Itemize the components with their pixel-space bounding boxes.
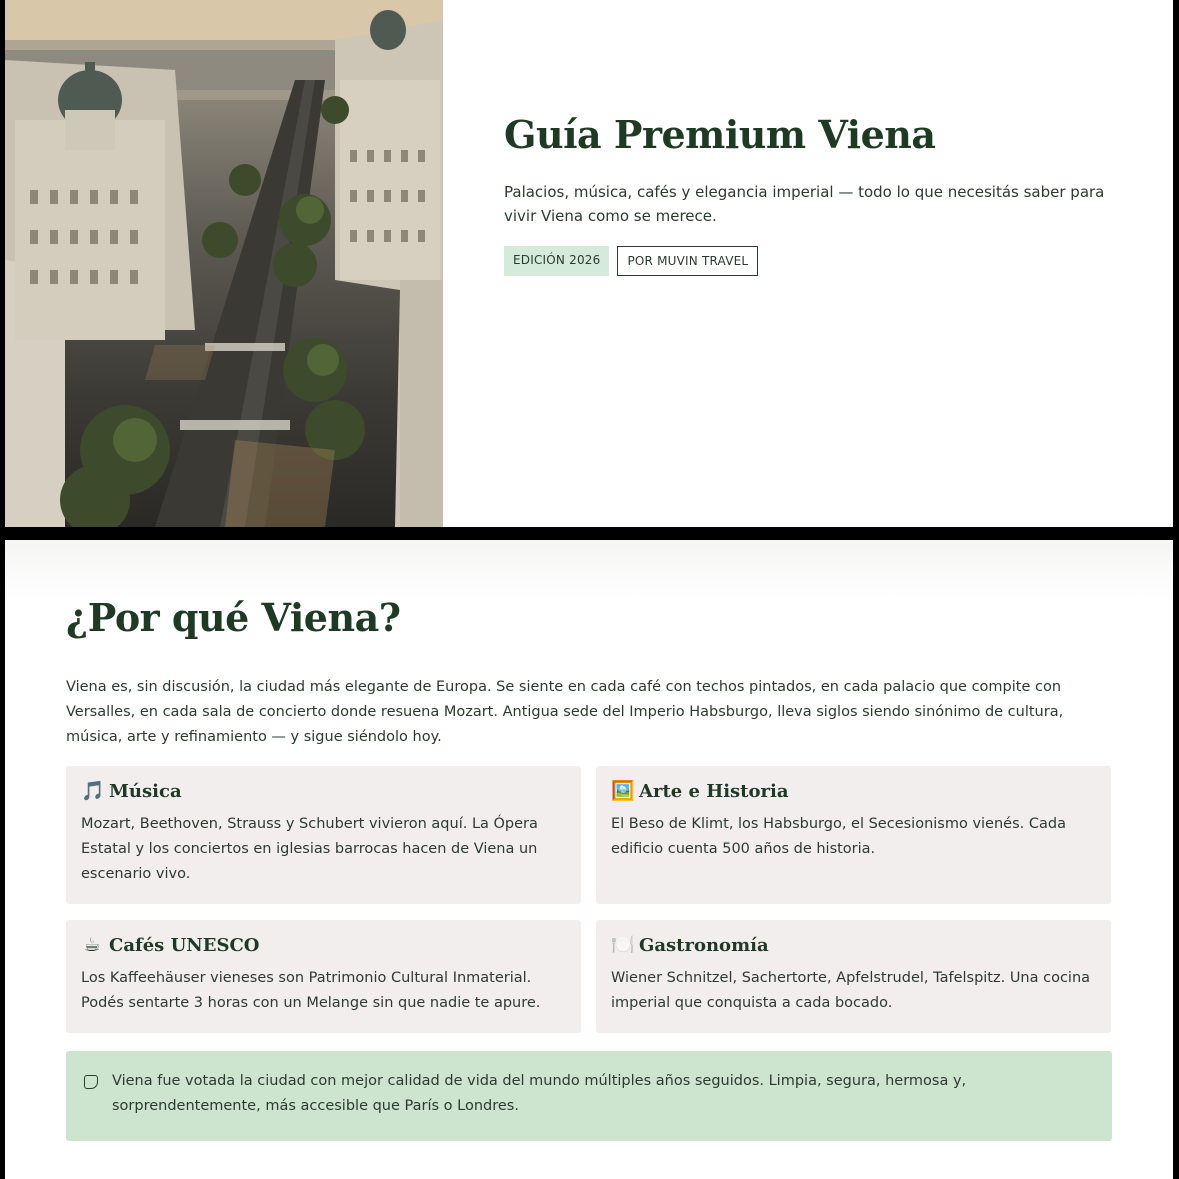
card-title: Música bbox=[109, 780, 182, 802]
card-text: Mozart, Beethoven, Strauss y Schubert vivieron aquí. La Ópera Estatal y los conciertos en iglesias barrocas hacen de Viena un escenario vivo. bbox=[81, 816, 538, 882]
card-text: Los Kaffeehäuser vieneses son Patrimonio Cultural Inmaterial. Podés sentarte 3 horas con un Melange sin que nadie te apure. bbox=[81, 970, 541, 1011]
card-arte-historia bbox=[596, 766, 1111, 904]
hero-panel bbox=[5, 0, 1173, 527]
callout-text: Viena fue votada la ciudad con mejor calidad de vida del mundo múltiples años seguidos. Limpia, segura, hermosa y, sorprendentemente, más accesible que París o Londres. bbox=[112, 1073, 967, 1114]
card-text: El Beso de Klimt, los Habsburgo, el Secesionismo vienés. Cada edificio cuenta 500 años de historia. bbox=[611, 816, 1066, 857]
section-intro: Viena es, sin discusión, la ciudad más elegante de Europa. Se siente en cada café con techos pintados, en cada palacio que compite con Versalles, en cada sala de concierto donde resuena Mozart. Antigua sede del Imperio Habsburgo, lleva siglos siendo sinónimo de cultura, música, arte y refinamiento — y sigue siéndolo hoy. bbox=[66, 679, 1064, 745]
card-musica bbox=[66, 766, 581, 904]
music-note-icon: 🎵 bbox=[81, 780, 105, 802]
hero-title: Guía Premium Viena bbox=[504, 112, 936, 157]
framed-picture-icon: 🖼️ bbox=[611, 780, 635, 802]
card-title: Gastronomía bbox=[639, 934, 769, 956]
plate-cutlery-icon: 🍽️ bbox=[611, 934, 635, 956]
author-badge: POR MUVIN TRAVEL bbox=[617, 246, 758, 276]
note-icon bbox=[84, 1075, 98, 1089]
card-gastronomia bbox=[596, 920, 1111, 1033]
card-cafes-unesco bbox=[66, 920, 581, 1033]
hero-text-block bbox=[504, 112, 1124, 276]
edition-badge: EDICIÓN 2026 bbox=[504, 246, 609, 276]
why-vienna-section bbox=[5, 540, 1173, 1179]
section-title: ¿Por qué Viena? bbox=[66, 595, 401, 640]
card-title: Arte e Historia bbox=[639, 780, 789, 802]
hero-subtitle: Palacios, música, cafés y elegancia imperial — todo lo que necesitás saber para vivir Viena como se merece. bbox=[504, 182, 1105, 225]
hero-tags bbox=[504, 246, 1124, 276]
card-text: Wiener Schnitzel, Sachertorte, Apfelstrudel, Tafelspitz. Una cocina imperial que conquista a cada bocado. bbox=[611, 970, 1091, 1011]
callout-note bbox=[66, 1051, 1112, 1141]
coffee-cup-icon: ☕ bbox=[83, 934, 101, 956]
card-title: Cafés UNESCO bbox=[109, 934, 260, 956]
vienna-aerial-photo bbox=[5, 0, 443, 527]
